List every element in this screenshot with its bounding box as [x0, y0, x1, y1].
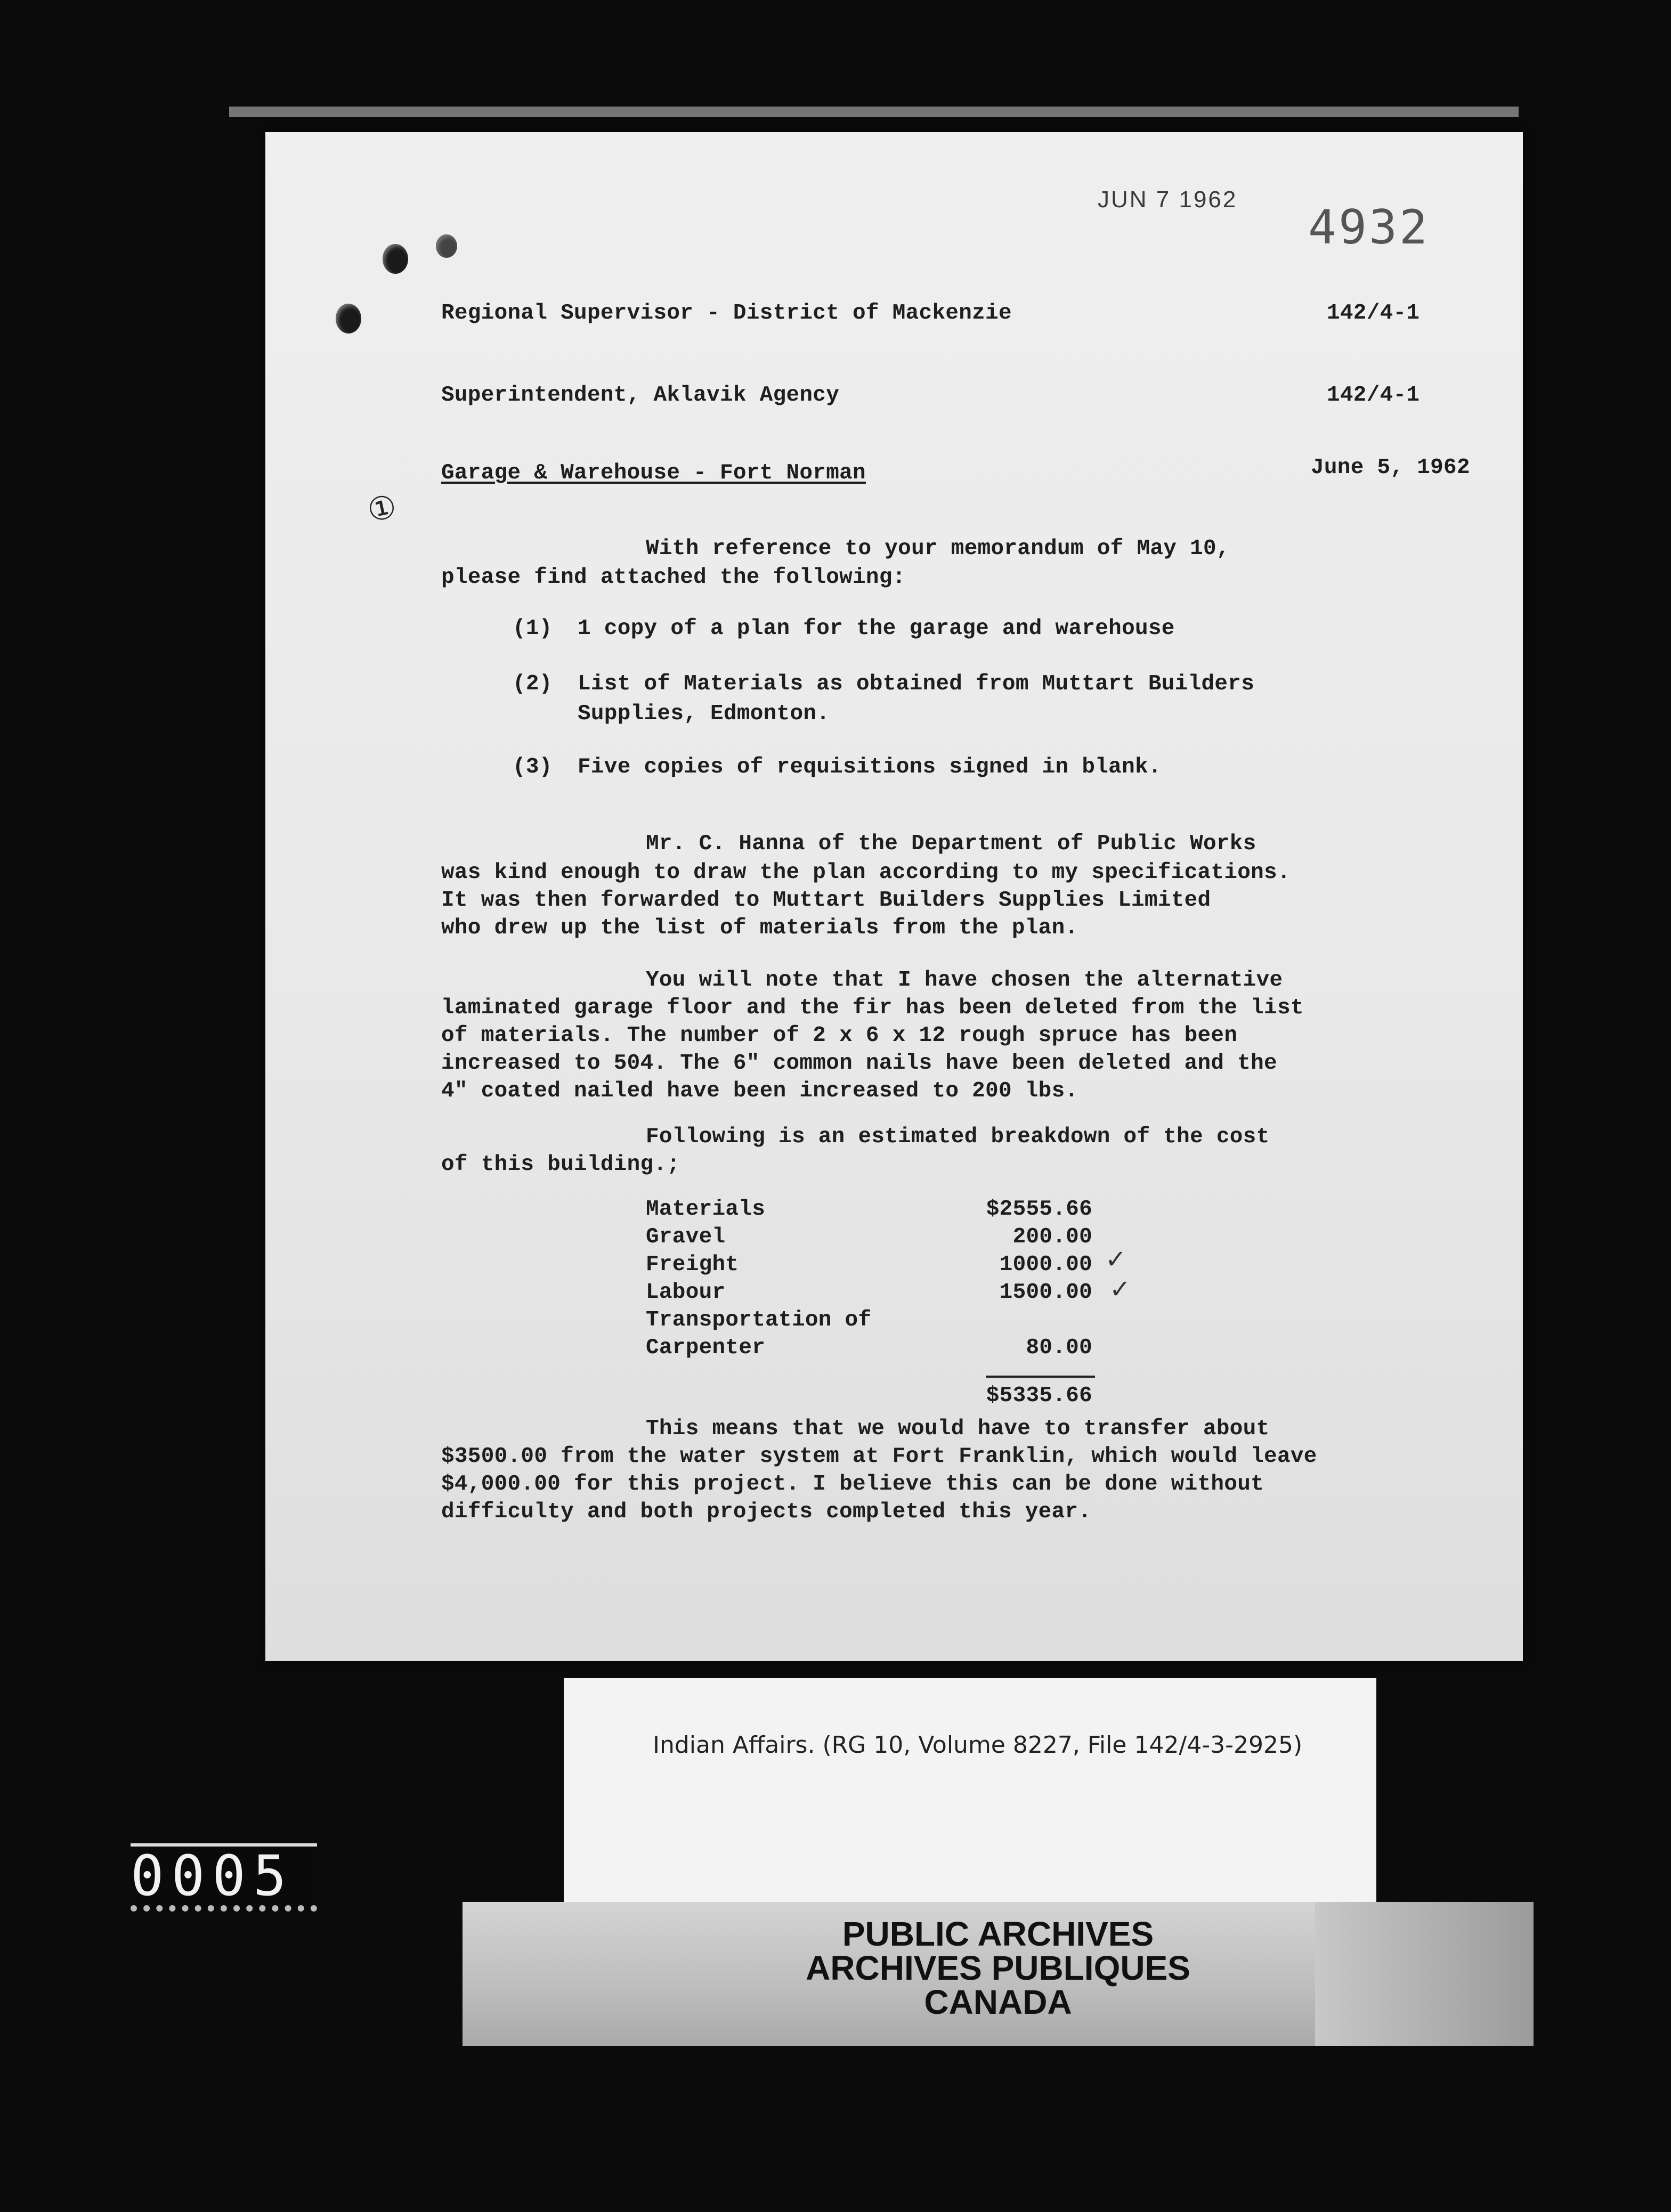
paper-back-edge	[229, 107, 1519, 117]
cost-label: Materials	[646, 1197, 766, 1222]
cost-label: Freight	[646, 1253, 739, 1277]
attachment-text: 1 copy of a plan for the garage and warehouse	[578, 616, 1175, 641]
punch-hole	[336, 304, 361, 334]
attachment-number: (3)	[513, 755, 553, 779]
paragraph-line: of materials. The number of 2 x 6 x 12 rough spruce has been	[441, 1023, 1238, 1048]
attachment-text: Five copies of requisitions signed in blank.	[578, 755, 1162, 779]
paragraph-line: difficulty and both projects completed this year.	[441, 1500, 1092, 1524]
memo-to: Regional Supervisor - District of Mackenzie	[441, 301, 1012, 326]
archive-stamp-line: CANADA	[924, 1983, 1072, 2021]
paragraph-line: laminated garage floor and the fir has been deleted from the list	[441, 996, 1304, 1020]
cost-amount: 1500.00	[999, 1280, 1092, 1305]
cost-label: Transportation of	[646, 1308, 872, 1332]
paragraph-line: It was then forwarded to Muttart Builders Supplies Limited	[441, 888, 1211, 913]
paragraph-line: Following is an estimated breakdown of the cost	[646, 1125, 1270, 1149]
paragraph-line: increased to 504. The 6" common nails have been deleted and the	[441, 1051, 1277, 1076]
paragraph-line: was kind enough to draw the plan according to my specifications.	[441, 860, 1291, 885]
total-rule	[986, 1376, 1095, 1378]
attachment-number: (2)	[513, 672, 553, 696]
memo-date: June 5, 1962	[1311, 456, 1470, 480]
paragraph-line: who drew up the list of materials from the plan.	[441, 916, 1078, 940]
archive-stamp-line: ARCHIVES PUBLIQUES	[806, 1949, 1190, 1987]
cost-label: Carpenter	[646, 1336, 766, 1360]
archive-stamp	[463, 1917, 1534, 2019]
received-date-stamp: JUN 7 1962	[1098, 186, 1238, 213]
punch-hole	[383, 244, 408, 274]
archive-citation: Indian Affairs. (RG 10, Volume 8227, File 142/4-3-2925)	[653, 1731, 1303, 1759]
check-mark: ✓	[1109, 1274, 1131, 1304]
intro-line: With reference to your memorandum of May 10,	[646, 536, 1230, 561]
paragraph-line: You will note that I have chosen the alternative	[646, 968, 1283, 993]
cost-amount: $2555.66	[986, 1197, 1092, 1222]
paragraph-line: of this building.;	[441, 1152, 680, 1177]
attachment-number: (1)	[513, 616, 553, 641]
paragraph-line: This means that we would have to transfer about	[646, 1417, 1270, 1441]
cost-label: Labour	[646, 1280, 726, 1305]
intro-line: please find attached the following:	[441, 565, 906, 590]
cost-total: $5335.66	[986, 1384, 1092, 1408]
cost-amount: 1000.00	[999, 1253, 1092, 1277]
file-number-stamp: 4932	[1308, 200, 1430, 255]
check-mark: ✓	[1105, 1245, 1127, 1274]
punch-hole	[436, 234, 457, 258]
paragraph-line: 4" coated nailed have been increased to 200 lbs.	[441, 1079, 1078, 1103]
paragraph-line: $3500.00 from the water system at Fort Franklin, which would leave	[441, 1444, 1317, 1469]
attachment-text: Supplies, Edmonton.	[578, 702, 830, 726]
cost-label: Gravel	[646, 1225, 726, 1249]
paragraph-line: Mr. C. Hanna of the Department of Public Works	[646, 832, 1256, 856]
memo-to-file: 142/4-1	[1327, 301, 1420, 326]
attachment-text: List of Materials as obtained from Muttart Builders	[578, 672, 1255, 696]
memo-from: Superintendent, Aklavik Agency	[441, 383, 840, 408]
cost-amount: 200.00	[1012, 1225, 1092, 1249]
handwritten-circle-mark: ①	[364, 487, 400, 530]
cost-amount: 80.00	[1026, 1336, 1092, 1360]
paragraph-line: $4,000.00 for this project. I believe this can be done without	[441, 1472, 1264, 1497]
memo-subject: Garage & Warehouse - Fort Norman	[441, 461, 866, 485]
archive-stamp-line: PUBLIC ARCHIVES	[842, 1915, 1154, 1953]
frame-counter: 0005	[131, 1843, 317, 1912]
memo-from-file: 142/4-1	[1327, 383, 1420, 408]
